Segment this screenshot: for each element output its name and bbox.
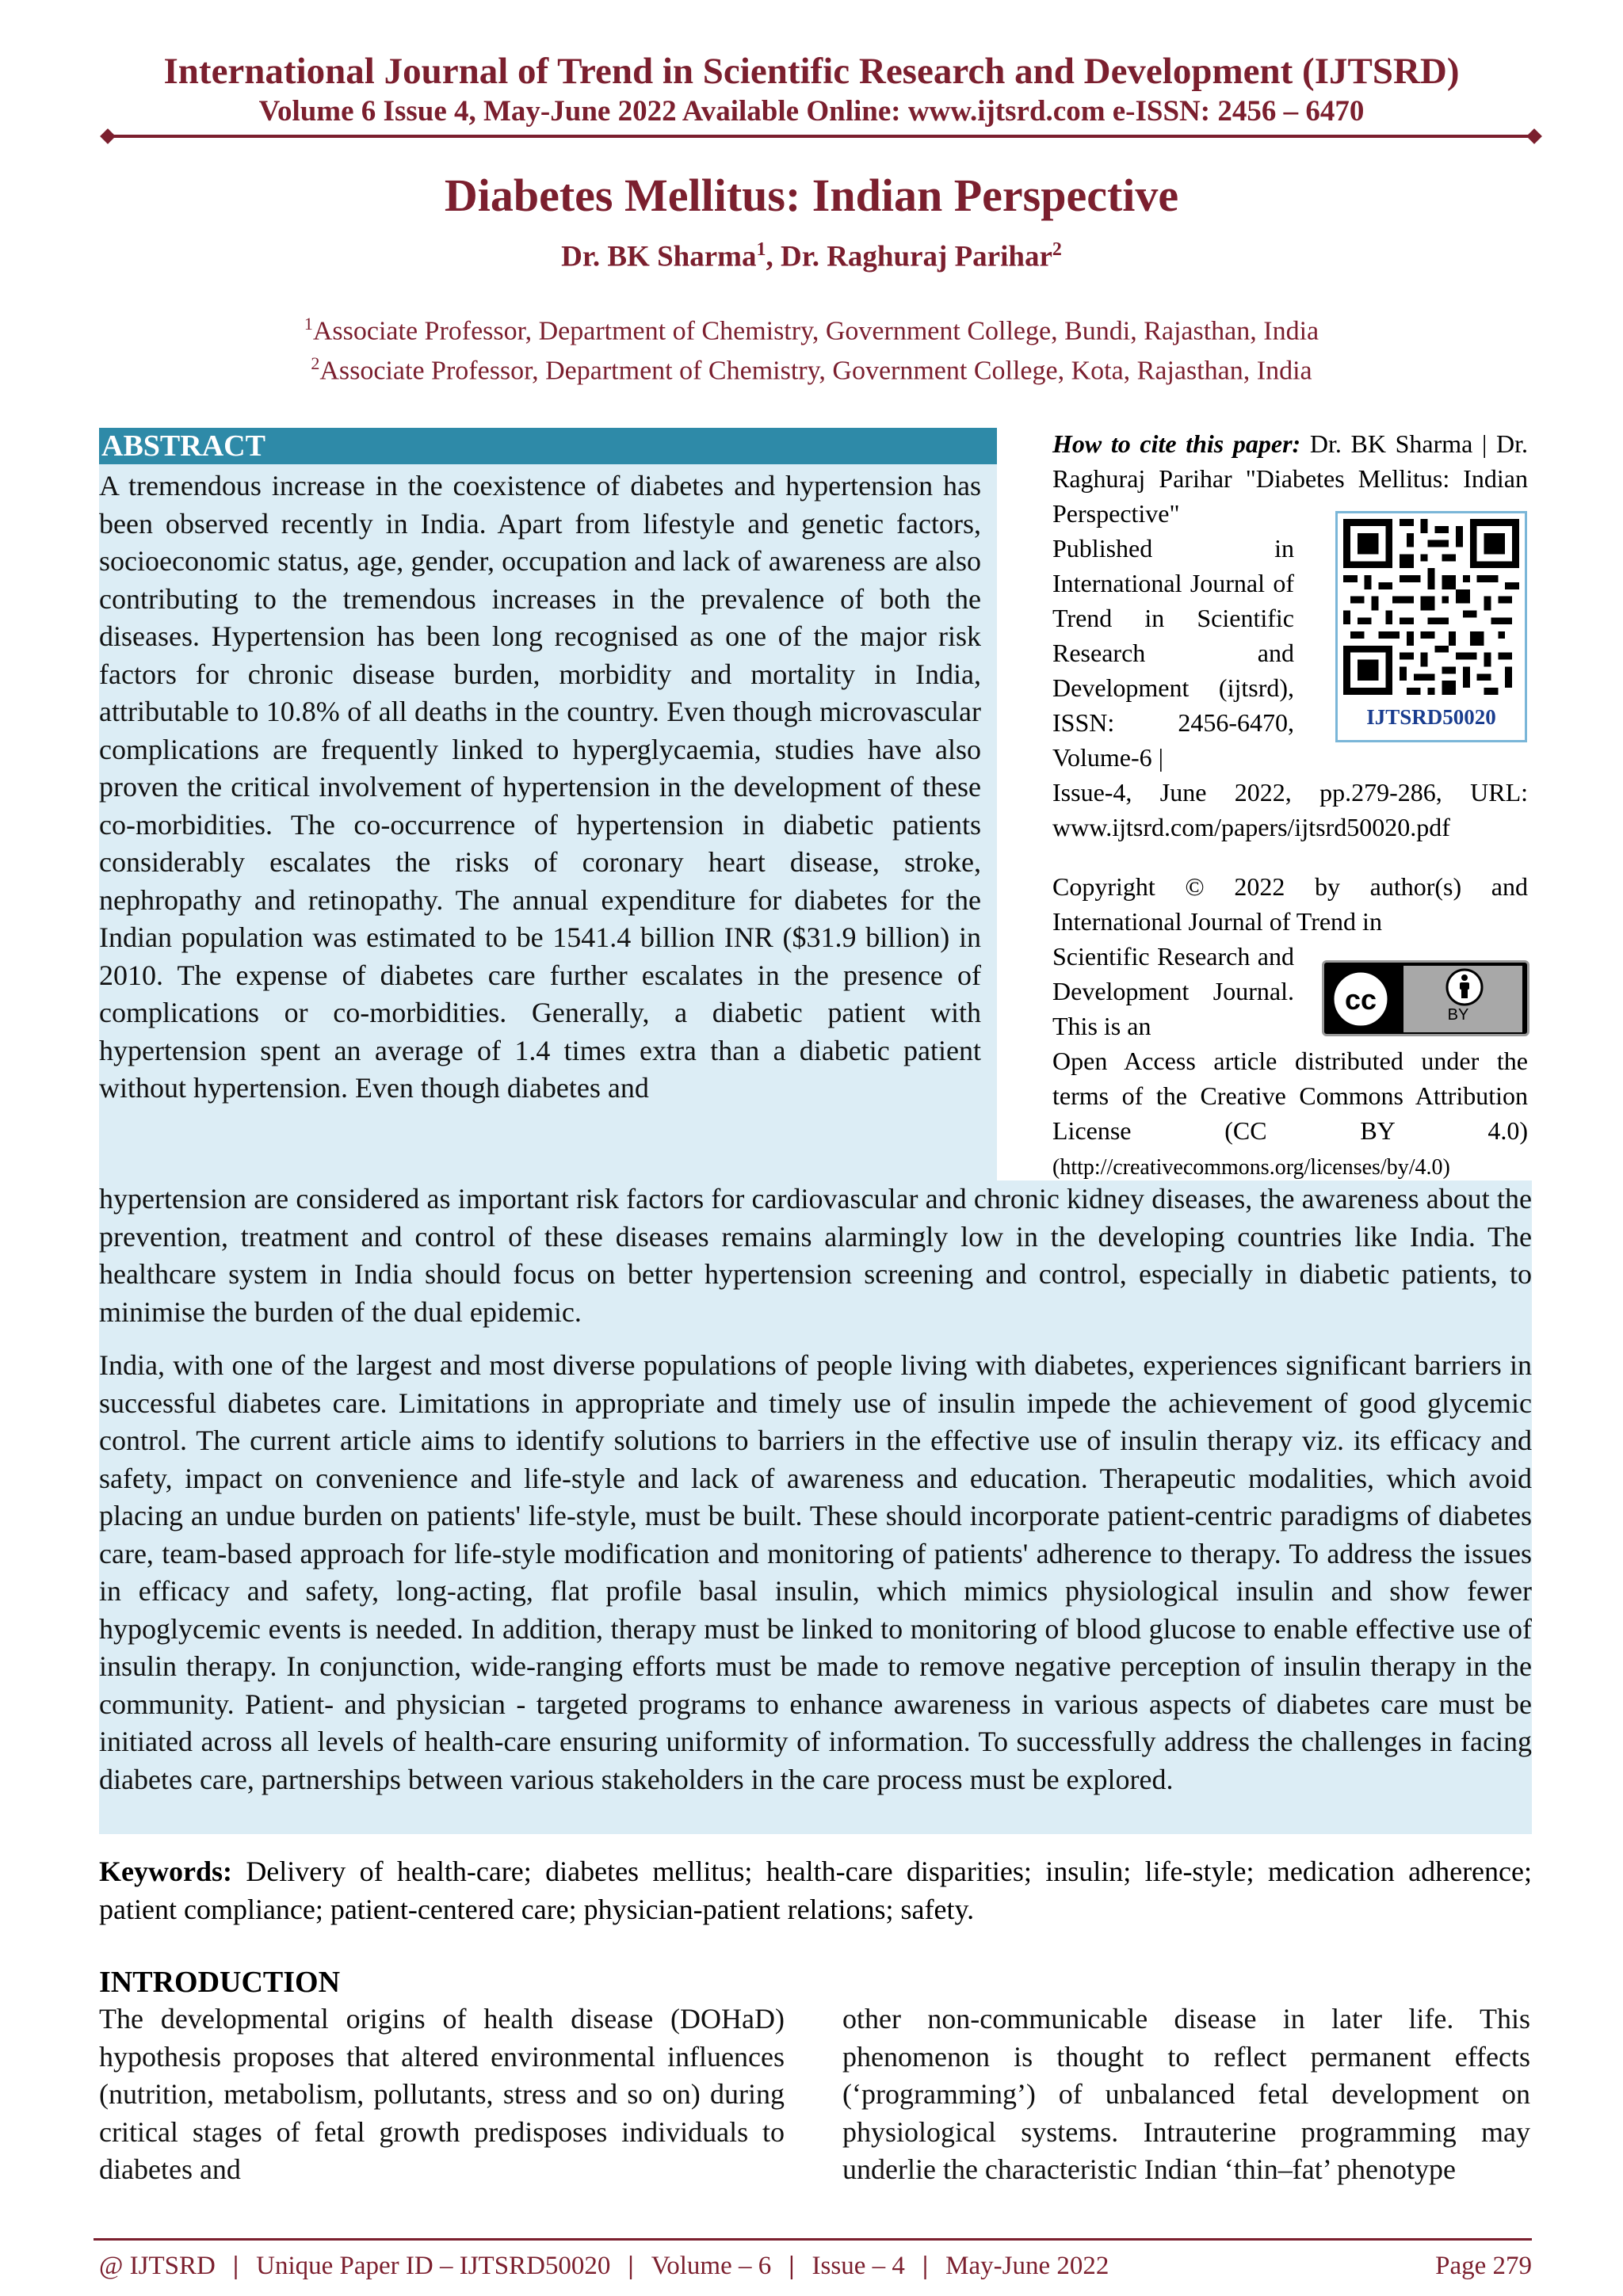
footer-paper-id: Unique Paper ID – IJTSRD50020 <box>256 2252 611 2280</box>
footer-volume: Volume – 6 <box>651 2252 772 2280</box>
copyright-text: Copyright © 2022 by author(s) and International Journal of Trend in <box>1052 872 1528 936</box>
copyright-text: Open Access article distributed under the terms of the Creative Commons Attribution License (CC BY 4.0) <box>1052 1047 1528 1145</box>
page-footer <box>99 2248 1532 2283</box>
author-name: Dr. Raghuraj Parihar <box>780 240 1052 273</box>
attribution-icon <box>1445 967 1484 1007</box>
qr-code-icon <box>1343 519 1519 695</box>
section-heading: INTRODUCTION <box>99 1966 341 1999</box>
affiliation <box>0 345 1623 389</box>
license-url: (http://creativecommons.org/licenses/by/4.0) <box>1052 1155 1450 1180</box>
footer-separator: | <box>232 2252 239 2280</box>
abstract-paragraph-continued: hypertension are considered as important risk factors for cardiovascular and chronic kidney diseases, the awareness about the prevention, treatment and control of these diseases remains alarmingly low in the developing countries like India. The healthcare system in India should focus on better hypertension screening and control, especially in diabetic patients, to minimise the burden of the dual epidemic. <box>99 1183 1532 1328</box>
author-affiliation-mark: 1 <box>756 239 766 260</box>
footer-issue: Issue – 4 <box>812 2252 905 2280</box>
affiliation-text: Associate Professor, Department of Chemistry, Government College, Bundi, Rajasthan, India <box>312 316 1319 346</box>
author-separator: , <box>766 240 781 273</box>
cc-glyph: cc <box>1344 983 1377 1016</box>
abstract-heading: ABSTRACT <box>101 429 265 463</box>
header-divider-right-diamond <box>1526 128 1542 144</box>
cc-by-label: BY <box>1447 1006 1469 1024</box>
keywords-text: Delivery of health-care; diabetes mellitus; health-care disparities; insulin; life-style; medication adherence; patient compliance; patient-centered care; physician-patient relations; safety. <box>99 1855 1532 1925</box>
abstract-paragraph: India, with one of the largest and most diverse populations of people living with diabetes, experiences significant barriers in successful diabetes care. Limitations in appropriate and timely use of insulin impede the achievement of good glycemic control. The current article aims to identify solutions to barriers in the effective use of insulin therapy viz. its efficacy and safety, impact on convenience and life-style and lack of awareness and education. Therapeutic modalities, which avoid placing an undue burden on patients' life-style, must be built. These should incorporate patient-centric paradigms of diabetes care, team-based approach for life-style modification and monitoring of patients' adherence to therapy. To address the issues in efficacy and safety, long-acting, flat profile basal insulin, which mimics physiological insulin and show fewer hypoglycemic events is needed. In addition, therapy must be linked to monitoring of blood glucose to enable effective use of insulin therapy. In conjunction, wide-ranging efforts must be made to remove negative perception of insulin therapy in the community. Patient- and physician - targeted programs to enhance awareness in various aspects of diabetes care must be initiated across all levels of health-care ensuring uniformity of information. To successfully address the challenges in facing diabetes care, partnerships between various stakeholders in the care process must be explored. <box>99 1349 1532 1795</box>
footer-page-number: Page 279 <box>1435 2252 1532 2280</box>
journal-issue-line: Volume 6 Issue 4, May-June 2022 Available Online: www.ijtsrd.com e-ISSN: 2456 – 6470 <box>258 95 1365 128</box>
affiliation-text: Associate Professor, Department of Chemistry, Government College, Kota, Rajasthan, India <box>319 356 1312 386</box>
citation-text: Published in International Journal of Trend in Scientific Research and Development (ijtsrd), ISSN: 2456-6470, Volume-6 | <box>1052 534 1294 772</box>
header-divider <box>108 135 1534 138</box>
citation-text: Issue-4, June 2022, pp.279-286, URL: www.ijtsrd.com/papers/ijtsrd50020.pdf <box>1052 778 1528 841</box>
footer-divider <box>94 2238 1532 2241</box>
affiliation-mark: 1 <box>304 314 313 334</box>
citation-label: How to cite this paper: <box>1052 429 1301 458</box>
intro-column-right: other non-communicable disease in later life. This phenomenon is thought to reflect permanent effects (‘programming’) of unbalanced fetal development on physiological systems. Intrauterine programming may underlie the characteristic Indian ‘thin–fat’ phenotype <box>842 2003 1530 2185</box>
creative-commons-icon <box>1329 967 1392 1031</box>
intro-column-left: The developmental origins of health disease (DOHaD) hypothesis proposes that altered environmental influences (nutrition, metabolism, pollutants, stress and so on) during critical stages of fetal growth predisposes individuals to diabetes and <box>99 2003 785 2185</box>
keywords-label: Keywords: <box>99 1855 232 1887</box>
citation-text: Dr. BK Sharma | Dr. Raghuraj Parihar "Diabetes Mellitus: Indian Perspective" <box>1052 429 1529 528</box>
affiliation-mark: 2 <box>311 353 320 373</box>
affiliation <box>0 306 1623 349</box>
journal-name: International Journal of Trend in Scientific Research and Development (IJTSRD) <box>163 51 1460 92</box>
header-divider-left-diamond <box>100 128 116 144</box>
footer-separator: | <box>789 2252 795 2280</box>
paper-title: Diabetes Mellitus: Indian Perspective <box>444 170 1179 221</box>
author-name: Dr. BK Sharma <box>561 240 757 273</box>
author-affiliation-mark: 2 <box>1052 239 1062 260</box>
footer-publisher: @ IJTSRD <box>99 2252 216 2280</box>
abstract-paragraph: A tremendous increase in the coexistence of diabetes and hypertension has been observed recently in India. Apart from lifestyle and genetic factors, socioeconomic status, age, gender, occupation and lack of awareness are also contributing to the tremendous increases in the prevalence of both the diseases. Hypertension has been long recognised as one of the major risk factors for chronic disease burden, morbidity and mortality in India, attributable to 10.8% of all deaths in the country. Even though microvascular complications are frequently linked to hyperglycaemia, studies have also proven the critical involvement of hypertension in the development of these co-morbidities. The co-occurrence of hypertension in diabetic patients considerably escalates the risks of coronary heart disease, stroke, nephropathy and retinopathy. The annual expenditure for diabetes for the Indian population was estimated to be 1541.4 billion INR ($31.9 billion) in 2010. The expense of diabetes care further escalates in the presence of complications or co-morbidities. Generally, a diabetic patient with hypertension spent an average of 1.4 times extra than a diabetic patient without hypertension. Even though diabetes and <box>99 470 981 1104</box>
paper-id-badge: IJTSRD50020 <box>1366 705 1496 729</box>
footer-separator: | <box>628 2252 634 2280</box>
footer-separator: | <box>922 2252 929 2280</box>
author-line <box>0 231 1623 275</box>
keywords <box>99 1853 1532 1928</box>
footer-date: May-June 2022 <box>945 2252 1109 2280</box>
copyright-text: Scientific Research and Development Journal. This is an <box>1052 942 1294 1040</box>
